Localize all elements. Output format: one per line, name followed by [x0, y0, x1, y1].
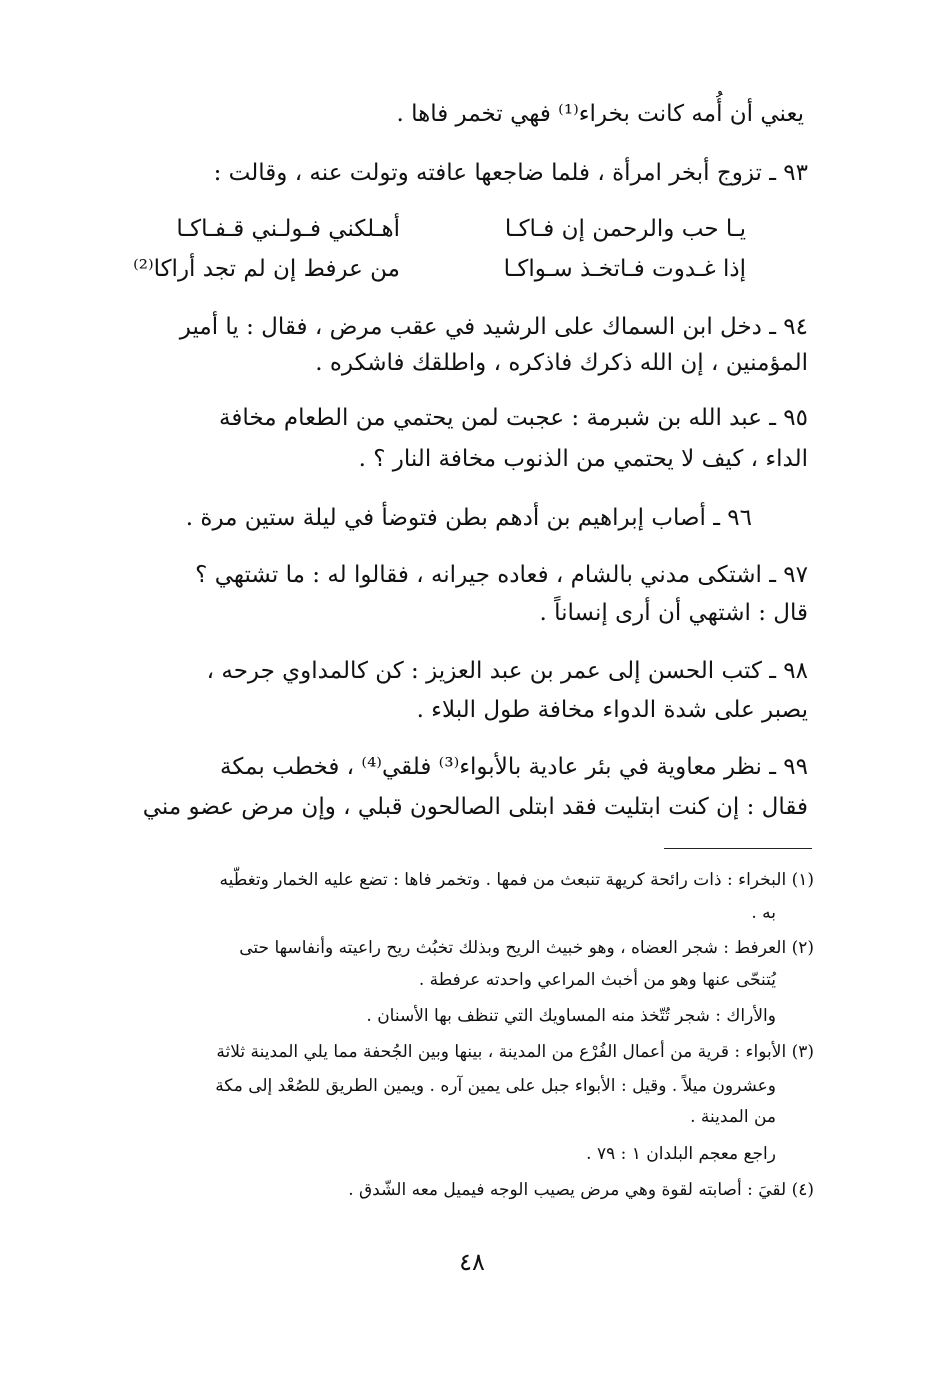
- text-line: قال : اشتهي أن أرى إنساناً .: [539, 600, 808, 626]
- text-line: المؤمنين ، إن الله ذكرك فاذكره ، واطلقك فاشكره .: [315, 350, 808, 376]
- footnote-line: يُتنحّى عنها وهو من أخبث المراعي واحدته عرفطة .: [418, 970, 776, 990]
- anecdote-96: ٩٦ ـ أصاب إبراهيم بن أدهم بطن فتوضأ في ليلة ستين مرة .: [185, 505, 752, 531]
- anecdote-98: ٩٨ ـ كتب الحسن إلى عمر بن عبد العزيز : كن كالمداوي جرحه ،: [206, 658, 808, 684]
- footnote-line: من المدينة .: [690, 1107, 776, 1127]
- footnote-2: (٢) العرفط : شجر العضاه ، وهو خبيث الريح وبذلك تخبُث ريح راعيته وأنفاسها حتى: [239, 938, 814, 958]
- footnote-line: به .: [751, 903, 776, 923]
- page-number: ٤٨: [459, 1248, 485, 1276]
- footnote-separator: [664, 848, 812, 849]
- poem-verse-1-second-hemistich: أهـلكني فـولـني قـفـاكـا: [176, 216, 400, 242]
- anecdote-99: ٩٩ ـ نظر معاوية في بئر عادية بالأبواء⁽³⁾ فلقي⁽⁴⁾ ، فخطب بمكة: [220, 754, 808, 780]
- text-line: فقال : إن كنت ابتليت فقد ابتلى الصالحون قبلي ، وإن مرض عضو مني: [142, 794, 808, 820]
- text-line: الداء ، كيف لا يحتمي من الذنوب مخافة النار ؟ .: [358, 446, 808, 472]
- poem-verse-2-first-hemistich: إذا غـدوت فـاتخـذ سـواكـا: [503, 256, 746, 282]
- anecdote-95: ٩٥ ـ عبد الله بن شبرمة : عجبت لمن يحتمي من الطعام مخافة: [219, 405, 808, 431]
- anecdote-94: ٩٤ ـ دخل ابن السماك على الرشيد في عقب مرض ، فقال : يا أمير: [179, 314, 808, 340]
- footnote-line: وعشرون ميلاً . وقيل : الأبواء جبل على يمين آره . ويمين الطريق للصُعْد إلى مكة: [215, 1076, 776, 1096]
- footnote-1: (١) البخراء : ذات رائحة كريهة تنبعث من فمها . وتخمر فاها : تضع عليه الخمار وتغطّيه: [219, 870, 814, 890]
- footnote-line: والأراك : شجر تُتّخذ منه المساويك التي تنظف بها الأسنان .: [366, 1006, 776, 1026]
- text-line: يصبر على شدة الدواء مخافة طول البلاء .: [416, 697, 808, 723]
- anecdote-93: ٩٣ ـ تزوج أبخر امرأة ، فلما ضاجعها عافته وتولت عنه ، وقالت :: [213, 160, 808, 186]
- footnote-line: راجع معجم البلدان ١ : ٧٩ .: [586, 1144, 776, 1164]
- poem-verse-2-second-hemistich: من عرفط إن لم تجد أراكا⁽²⁾: [133, 256, 400, 282]
- text-line: يعني أن أُمه كانت بخراء⁽¹⁾ فهي تخمر فاها .: [396, 101, 804, 127]
- footnote-4: (٤) لقيَ : أصابته لقوة وهي مرض يصيب الوجه فيميل معه الشّدق .: [348, 1180, 814, 1200]
- footnote-3: (٣) الأبواء : قرية من أعمال الفُرْع من المدينة ، بينها وبين الجُحفة مما يلي المدينة ثلاثة: [216, 1042, 814, 1062]
- anecdote-97: ٩٧ ـ اشتكى مدني بالشام ، فعاده جيرانه ، فقالوا له : ما تشتهي ؟: [195, 562, 808, 588]
- poem-verse-1-first-hemistich: يـا حب والرحمن إن فـاكـا: [504, 216, 746, 242]
